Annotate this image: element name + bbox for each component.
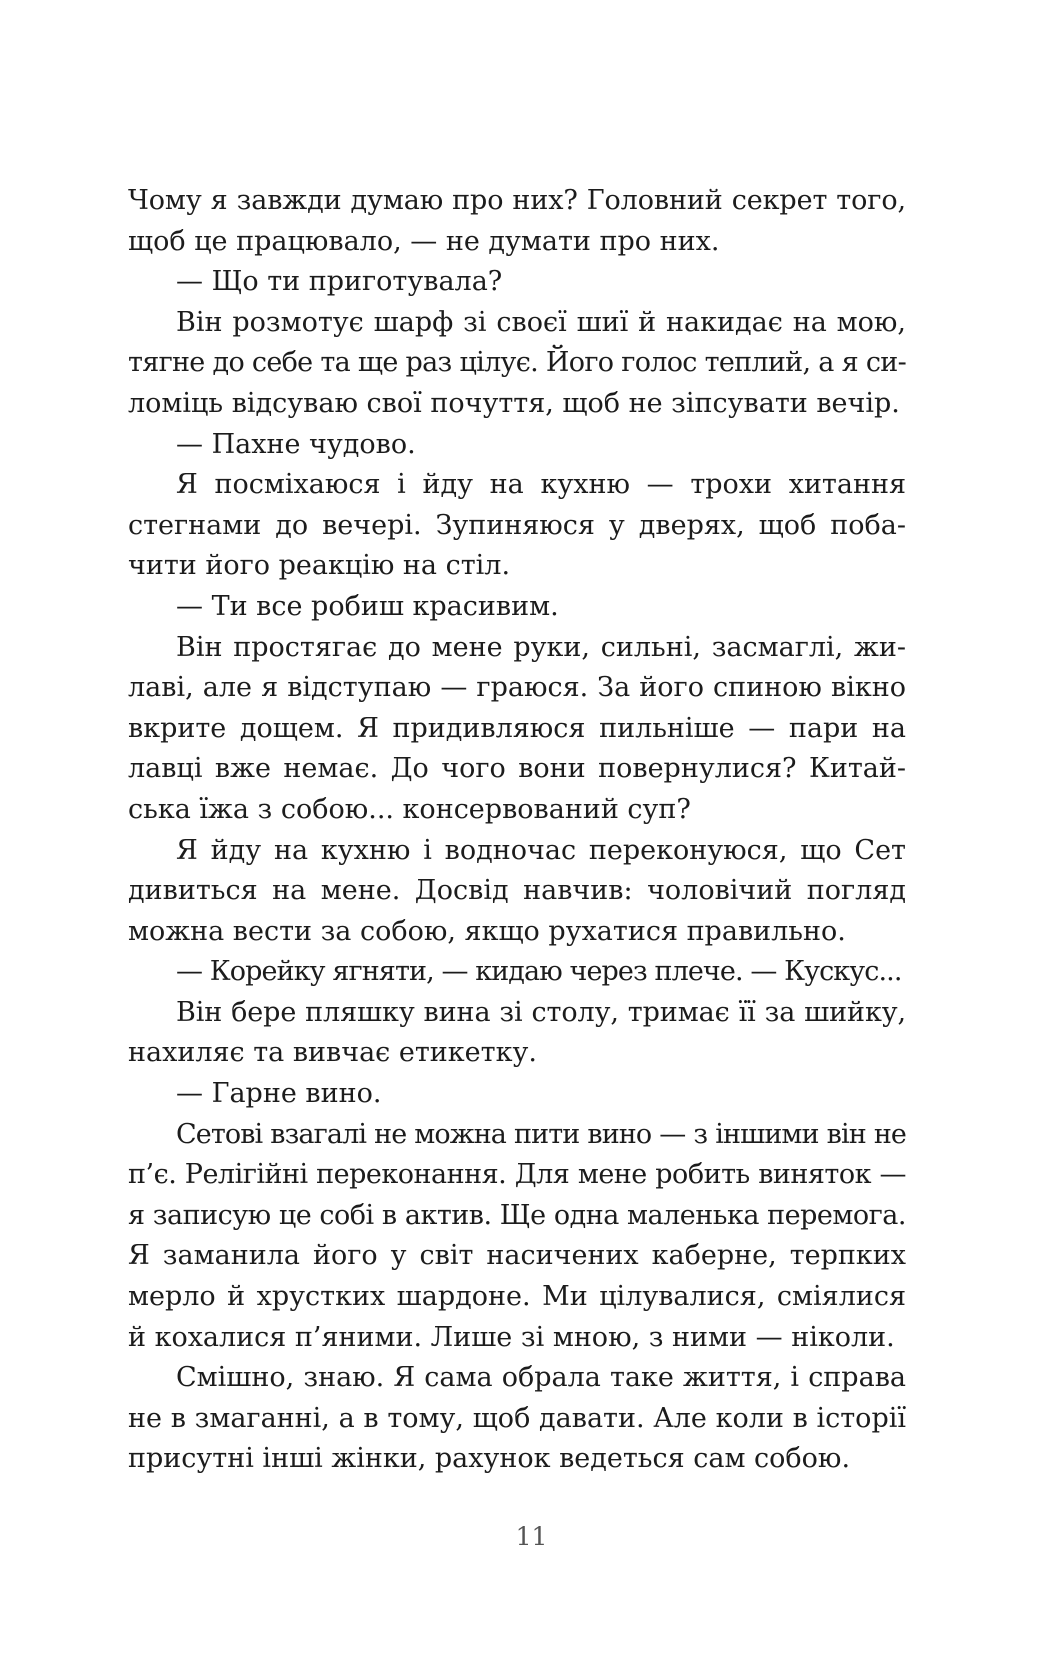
text-line: ломіць відсуваю свої почуття, щоб не зіпсувати вечір. (128, 387, 900, 419)
text-line: нахиляє та вивчає етикетку. (128, 1037, 537, 1069)
text-line: стегнами до вечері. Зупиняюся у дверях, щоб поба- (128, 509, 906, 541)
dialogue-line: — Що ти приготувала? (176, 266, 503, 298)
text-line: й кохалися п’яними. Лише зі мною, з ними — ніколи. (128, 1321, 895, 1353)
text-line: дивиться на мене. Досвід навчив: чоловічий погляд (128, 875, 906, 907)
text-line: можна вести за собою, якщо рухатися правильно. (128, 915, 846, 947)
text-line: п’є. Релігійні переконання. Для мене робить виняток — (128, 1159, 906, 1191)
text-line: тягне до себе та ще раз цілує. Його голос теплий, а я си- (128, 347, 906, 379)
text-line: вкрите дощем. Я придивляюся пильніше — пари на (128, 712, 906, 744)
text-line: лаві, але я відступаю — граюся. За його спиною вікно (128, 672, 906, 704)
text-line: мерло й хрустких шардоне. Ми цілувалися, сміялися (128, 1281, 906, 1313)
text-line: чити його реакцію на стіл. (128, 550, 511, 582)
dialogue-line: — Пахне чудово. (176, 428, 416, 460)
text-line: лавці вже немає. До чого вони повернулися? Китай- (128, 753, 906, 785)
text-line: Я йду на кухню і водночас переконуюся, що Сет (176, 834, 906, 866)
text-line: Я заманила його у світ насичених каберне, терпких (128, 1240, 906, 1272)
text-line: ська їжа з собою... консервований суп? (128, 793, 691, 825)
text-line: я записую це собі в актив. Ще одна маленька перемога. (128, 1199, 906, 1231)
dialogue-line: — Гарне вино. (176, 1078, 382, 1110)
text-line: Чому я завжди думаю про них? Головний секрет того, (128, 185, 906, 216)
text-line: Я посміхаюся і йду на кухню — трохи хитання (176, 469, 906, 501)
text-line: Смішно, знаю. Я сама обрала таке життя, і справа (176, 1362, 906, 1394)
text-line: Він простягає до мене руки, сильні, засмаглі, жи- (176, 631, 906, 663)
text-line: щоб це працювало, — не думати про них. (128, 225, 720, 257)
text-line: Він бере пляшку вина зі столу, тримає її за шийку, (176, 996, 906, 1028)
page-number: 11 (515, 1522, 548, 1551)
dialogue-line: — Корейку ягняти, — кидаю через плече. — Кускус... (176, 956, 902, 988)
text-line: присутні інші жінки, рахунок ведеться сам собою. (128, 1443, 851, 1475)
body-text (128, 181, 906, 1480)
text-line: Сетові взагалі не можна пити вино — з іншими він не (176, 1118, 906, 1150)
dialogue-line: — Ти все робиш красивим. (176, 590, 559, 622)
text-line: Він розмотує шарф зі своєї шиї й накидає на мою, (176, 306, 906, 338)
text-line: не в змаганні, а в тому, щоб давати. Але коли в історії (128, 1402, 906, 1434)
